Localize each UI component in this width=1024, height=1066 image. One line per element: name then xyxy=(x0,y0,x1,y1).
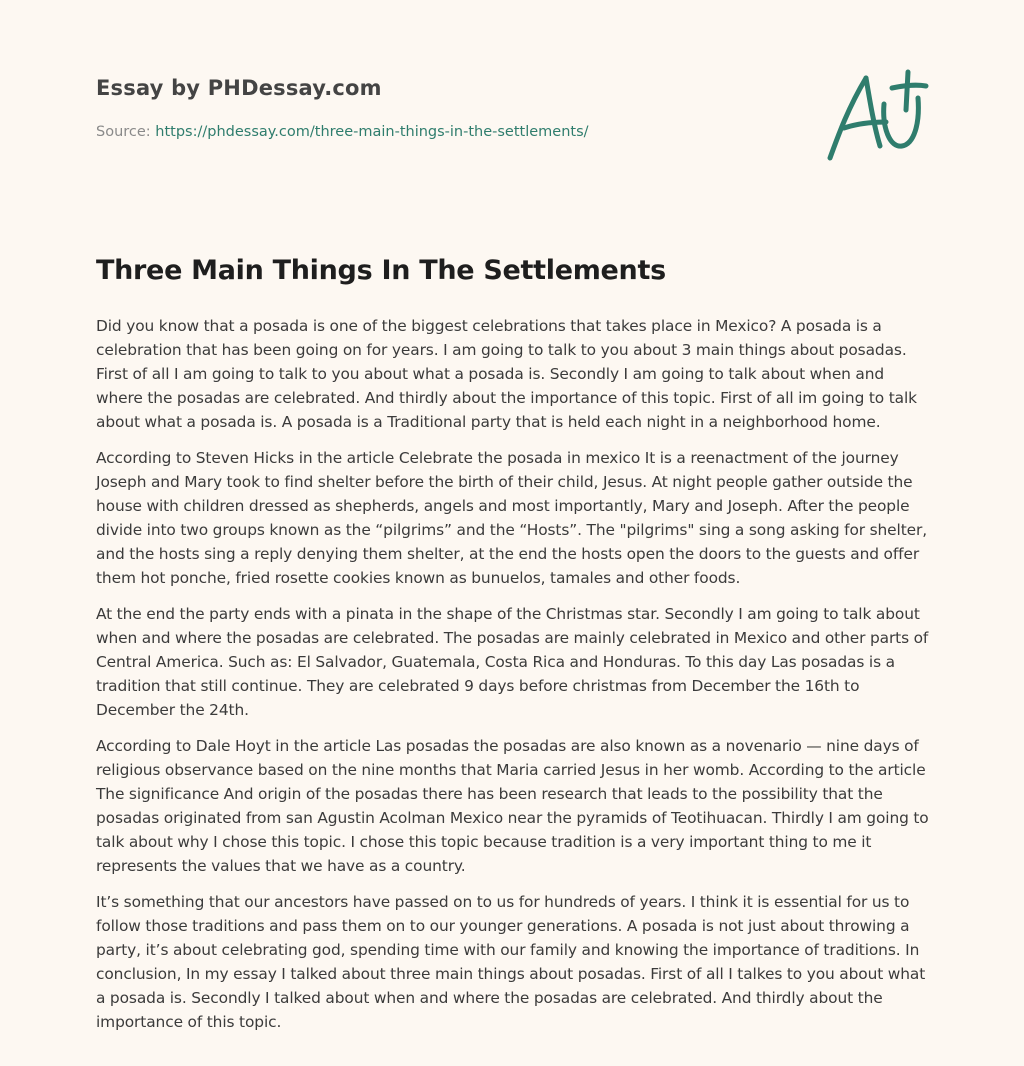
essay-paragraph: Did you know that a posada is one of the biggest celebrations that takes place in Mexico? A posada is a celebration that has been going on for years. I am going to talk to you about 3 main things about posadas. First of all I am going to talk to you about what a posada is. Secondly I am going to talk about when and where the posadas are celebrated. And thirdly about the importance of this topic. First of all im going to talk about what a posada is. A posada is a Traditional party that is held each night in a neighborhood home. xyxy=(96,317,917,431)
essay-paragraph: According to Dale Hoyt in the article Las posadas the posadas are also known as a novenario — nine days of religious observance based on the nine months that Maria carried Jesus in her womb. According to the article The significance And origin of the posadas there has been research that leads to the possibility that the posadas originated from san Agustin Acolman Mexico near the pyramids of Teotihuacan. Thirdly I am going to talk about why I chose this topic. I chose this topic because tradition is a very important thing to me it represents the values that we have as a country. xyxy=(96,737,929,875)
source-label: Source: xyxy=(96,124,151,140)
source-line xyxy=(96,124,589,140)
site-brand: Essay by PHDessay.com xyxy=(96,76,382,100)
source-link[interactable]: https://phdessay.com/three-main-things-in-the-settlements/ xyxy=(155,124,589,140)
a-plus-logo-icon xyxy=(822,66,932,166)
essay-body xyxy=(96,314,932,1046)
essay-paragraph: It’s something that our ancestors have passed on to us for hundreds of years. I think it is essential for us to follow those traditions and pass them on to our younger generations. A posada is not just about throwing a party, it’s about celebrating god, spending time with our family and knowing the importance of traditions. In conclusion, In my essay I talked about three main things about posadas. First of all I talkes to you about what a posada is. Secondly I talked about when and where the posadas are celebrated. And thirdly about the importance of this topic. xyxy=(96,893,926,1031)
essay-paragraph: According to Steven Hicks in the article Celebrate the posada in mexico It is a reenactment of the journey Joseph and Mary took to find shelter before the birth of their child, Jesus. At night people gather outside the house with children dressed as shepherds, angels and most importantly, Mary and Joseph. After the people divide into two groups known as the “pilgrims” and the “Hosts”. The "pilgrims" sing a song asking for shelter, and the hosts sing a reply denying them shelter, at the end the hosts open the doors to the guests and offer them hot ponche, fried rosette cookies known as bunuelos, tamales and other foods. xyxy=(96,449,928,587)
page-header xyxy=(96,0,936,200)
essay-title: Three Main Things In The Settlements xyxy=(96,255,666,286)
essay-paragraph: At the end the party ends with a pinata in the shape of the Christmas star. Secondly I am going to talk about when and where the posadas are celebrated. The posadas are mainly celebrated in Mexico and other parts of Central America. Such as: El Salvador, Guatemala, Costa Rica and Honduras. To this day Las posadas is a tradition that still continue. They are celebrated 9 days before christmas from December the 16th to December the 24th. xyxy=(96,605,929,719)
